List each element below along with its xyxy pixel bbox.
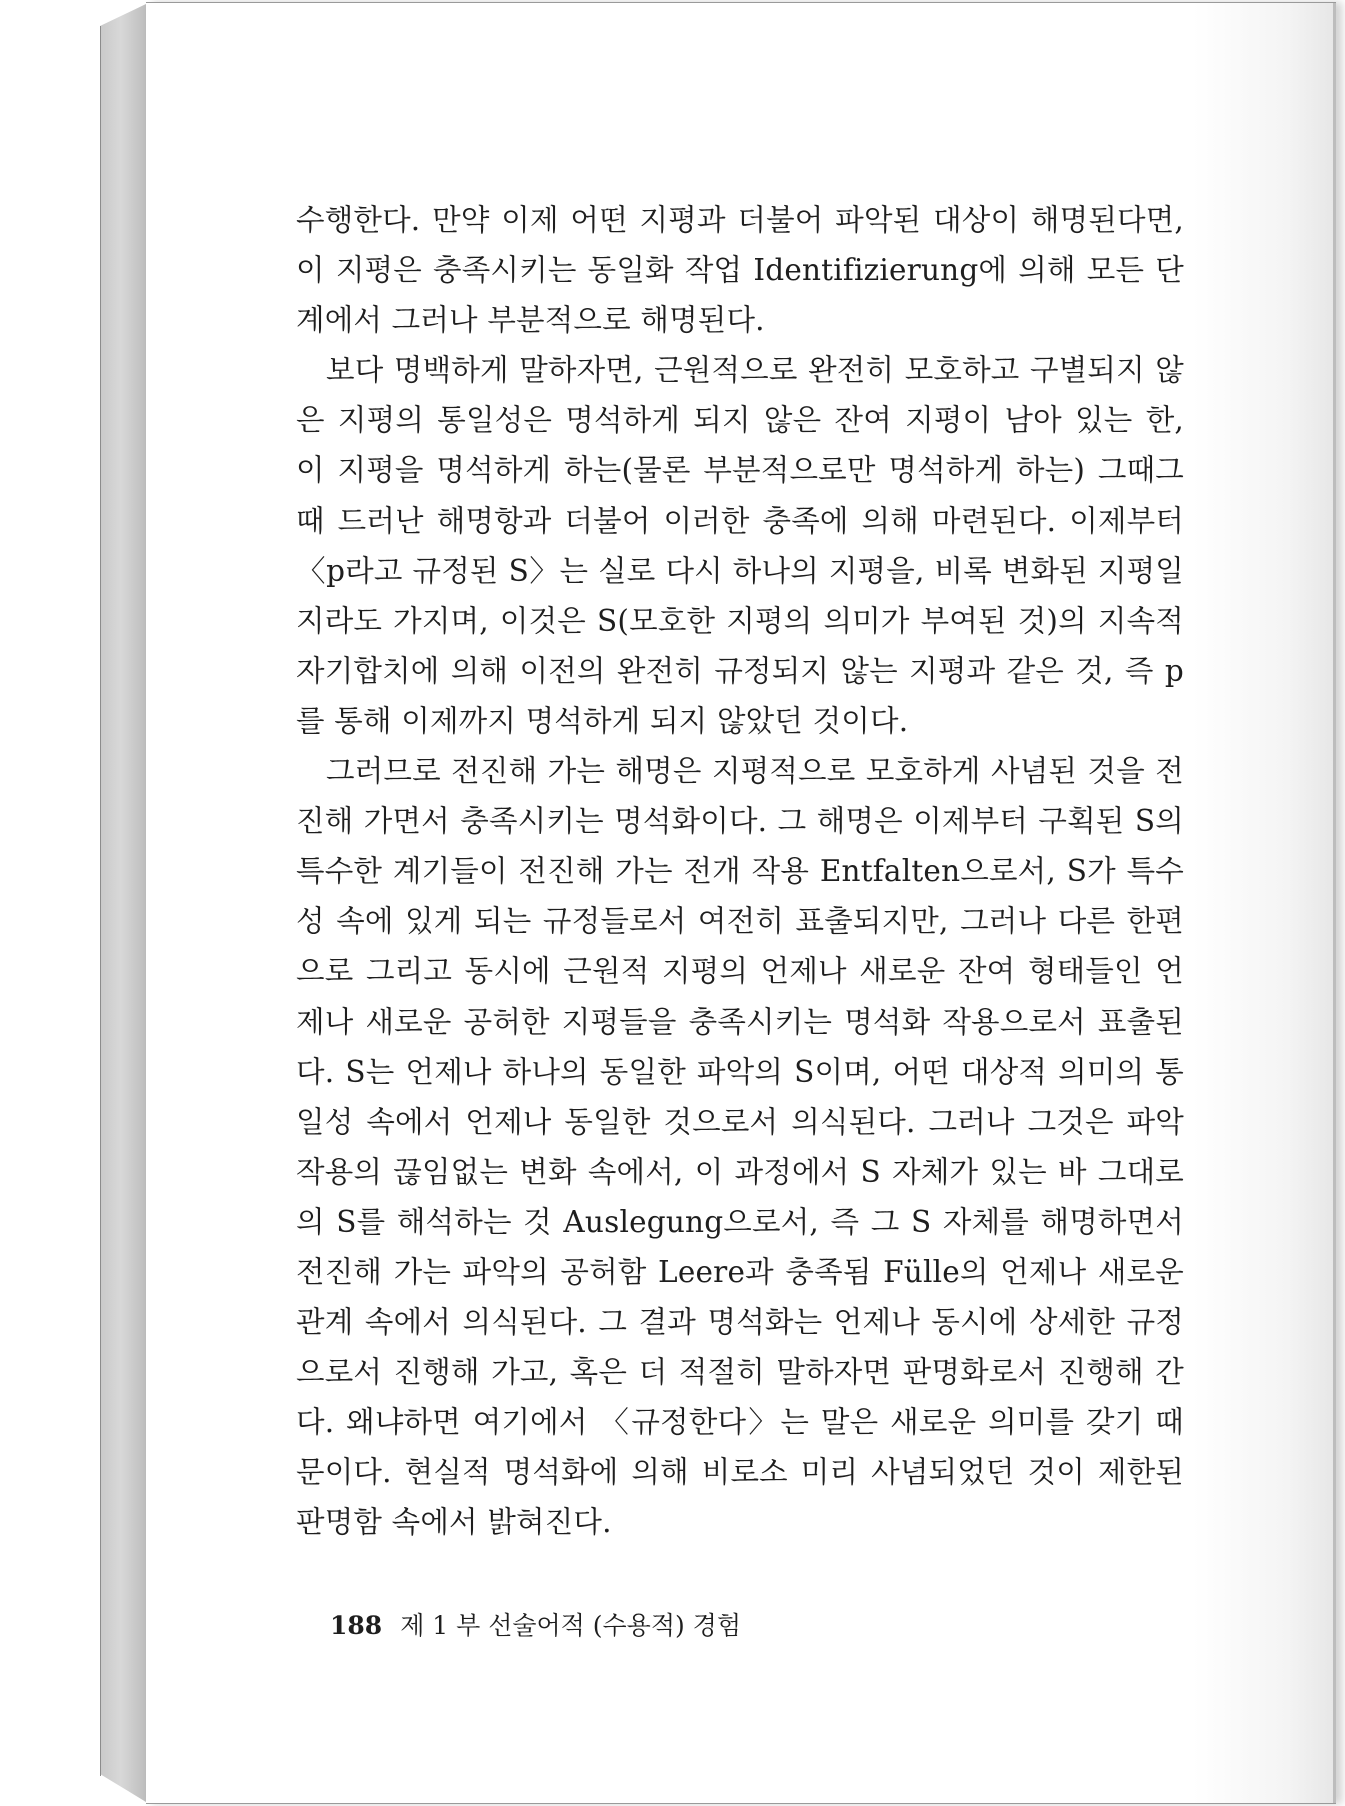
page-right-edge (1333, 3, 1336, 1803)
paragraph-2: 보다 명백하게 말하자면, 근원적으로 완전히 모호하고 구별되지 않은 지평의 통일성은 명석하게 되지 않은 잔여 지평이 남아 있는 한, 이 지평을 명석하게 하는(물론 부분적으로만 명석하게 하는) 그때그때 드러난 해명항과 더불어 이러한 충족에 의해 마련된다. 이제부터 〈p라고 규정된 S〉는 실로 다시 하나의 지평을, 비록 변화된 지평일지라도 가지며, 이것은 S(모호한 지평의 의미가 부여된 것)의 지속적 자기합치에 의해 이전의 완전히 규정되지 않는 지평과 같은 것, 즉 p를 통해 이제까지 명석하게 되지 않았던 것이다. (296, 353, 1184, 738)
body-text (296, 195, 1184, 1548)
page-footer (330, 1606, 741, 1646)
book-spine (100, 4, 146, 1802)
running-title: 제 1 부 선술어적 (수용적) 경험 (400, 1611, 741, 1640)
page-number: 188 (330, 1611, 383, 1640)
paragraph-1: 수행한다. 만약 이제 어떤 지평과 더불어 파악된 대상이 해명된다면, 이 지평은 충족시키는 동일화 작업 Identifizierung에 의해 모든 단계에서 그러나 부분적으로 해명된다. (296, 203, 1184, 338)
paragraph-3: 그러므로 전진해 가는 해명은 지평적으로 모호하게 사념된 것을 전진해 가면서 충족시키는 명석화이다. 그 해명은 이제부터 구획된 S의 특수한 계기들이 전진해 가는 전개 작용 Entfalten으로서, S가 특수성 속에 있게 되는 규정들로서 여전히 표출되지만, 그러나 다른 한편으로 그리고 동시에 근원적 지평의 언제나 새로운 잔여 형태들인 언제나 새로운 공허한 지평들을 충족시키는 명석화 작용으로서 표출된다. S는 언제나 하나의 동일한 파악의 S이며, 어떤 대상적 의미의 통일성 속에서 언제나 동일한 것으로서 의식된다. 그러나 그것은 파악 작용의 끊임없는 변화 속에서, 이 과정에서 S 자체가 있는 바 그대로의 S를 해석하는 것 Auslegung으로서, 즉 그 S 자체를 해명하면서 전진해 가는 파악의 공허함 Leere과 충족됨 Fülle의 언제나 새로운 관계 속에서 의식된다. 그 결과 명석화는 언제나 동시에 상세한 규정으로서 진행해 가고, 혹은 더 적절히 말하자면 판명화로서 진행해 간다. 왜냐하면 여기에서 〈규정한다〉는 말은 새로운 의미를 갖기 때문이다. 현실적 명석화에 의해 비로소 미리 사념되었던 것이 제한된 판명함 속에서 밝혀진다. (296, 754, 1184, 1540)
book-page (146, 2, 1336, 1804)
book-spine-edge (100, 26, 101, 1776)
